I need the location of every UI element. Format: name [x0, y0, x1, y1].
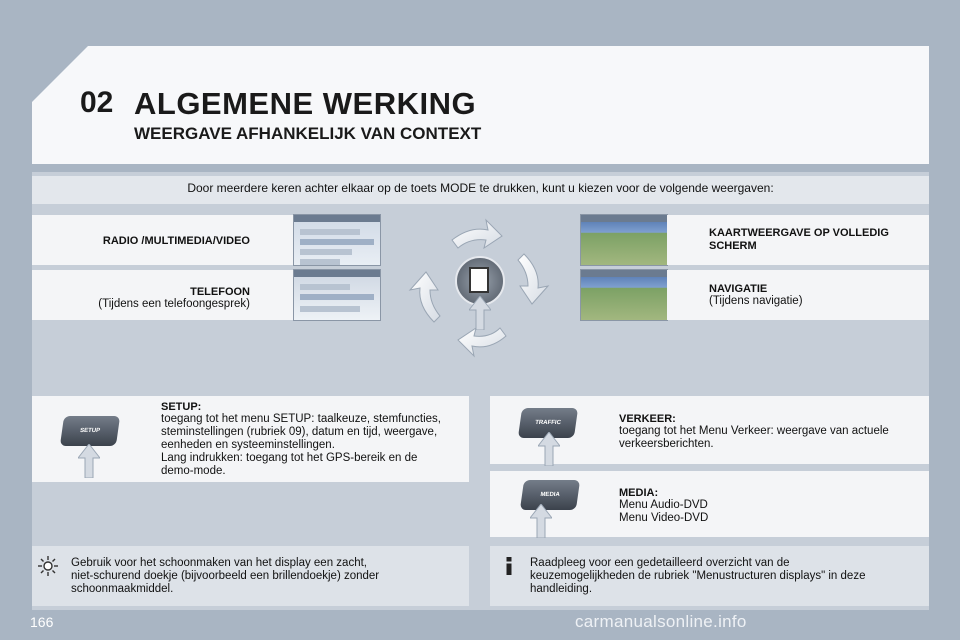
radio-screen-thumbnail: [293, 214, 381, 266]
navigatie-mode-note: (Tijdens navigatie): [709, 295, 803, 307]
media-title: MEDIA:: [619, 487, 659, 499]
media-text: [619, 487, 708, 525]
navigatie-screen-thumbnail: [580, 269, 668, 321]
intro-text: Door meerdere keren achter elkaar op de toets MODE te drukken, kunt u kiezen voor de volgende weergaven:: [32, 176, 929, 204]
media-key-icon: MEDIA: [520, 480, 580, 510]
setup-line: demo-mode.: [161, 465, 226, 477]
up-arrow-icon: [78, 444, 100, 478]
media-line: Menu Video-DVD: [619, 512, 709, 524]
mode-document-icon: [469, 267, 489, 293]
verkeer-line: toegang tot het Menu Verkeer: weergave van actuele: [619, 425, 889, 437]
kaart-mode-title-line2: SCHERM: [709, 240, 757, 252]
watermark: carmanualsonline.info: [575, 612, 747, 631]
cleaning-tip-line: schoonmaakmiddel.: [71, 583, 174, 595]
info-icon: [499, 556, 519, 576]
verkeer-title: VERKEER:: [619, 413, 676, 425]
chapter-number: 02: [80, 86, 114, 119]
cleaning-tip-line: niet-schurend doekje (bijvoorbeeld een brillendoekje) zonder: [71, 570, 380, 582]
up-arrow-icon: [530, 504, 552, 538]
sun-icon: [38, 556, 58, 576]
radio-mode-title: RADIO /MULTIMEDIA/VIDEO: [102, 235, 250, 247]
info-tip-text: [530, 557, 865, 596]
setup-line: toegang tot het menu SETUP: taalkeuze, stemfuncties,: [161, 413, 441, 425]
telefoon-screen-thumbnail: [293, 269, 381, 321]
traffic-key-icon: TRAFFIC: [518, 408, 578, 438]
navigatie-mode-box: [667, 270, 929, 320]
media-line: Menu Audio-DVD: [619, 499, 708, 511]
verkeer-text: [619, 413, 889, 451]
info-tip-line: keuzemogelijkheden de rubriek "Menustructuren displays" in deze: [530, 570, 866, 582]
page-title: ALGEMENE WERKING: [134, 86, 477, 121]
telefoon-mode-box: [32, 270, 294, 320]
setup-text: [161, 401, 441, 478]
telefoon-mode-note: (Tijdens een telefoongesprek): [98, 298, 250, 310]
up-arrow-icon: [538, 432, 560, 466]
setup-line: Lang indrukken: toegang tot het GPS-bereik en de: [161, 452, 418, 464]
setup-key-icon: SETUP: [60, 416, 120, 446]
info-tip-line: Raadpleeg voor een gedetailleerd overzicht van de: [530, 557, 790, 569]
setup-title: SETUP:: [161, 401, 202, 413]
cleaning-tip-line: Gebruik voor het schoonmaken van het display een zacht,: [71, 557, 367, 569]
page-number: 166: [30, 614, 54, 630]
kaart-screen-thumbnail: [580, 214, 668, 266]
up-arrow-icon: [469, 296, 491, 330]
kaart-mode-title-line1: KAARTWEERGAVE OP VOLLEDIG: [709, 227, 889, 239]
telefoon-mode-title: TELEFOON: [190, 286, 250, 298]
setup-line: steminstellingen (rubriek 09), datum en tijd, weergave,: [161, 426, 438, 438]
setup-line: eenheden en systeeminstellingen.: [161, 439, 335, 451]
verkeer-line: verkeersberichten.: [619, 438, 714, 450]
cleaning-tip-text: [71, 557, 379, 596]
kaart-mode-box: [667, 215, 929, 265]
navigatie-mode-title: NAVIGATIE: [709, 283, 768, 295]
info-tip-line: handleiding.: [530, 583, 593, 595]
page-subtitle: WEERGAVE AFHANKELIJK VAN CONTEXT: [134, 124, 482, 143]
radio-mode-box: [32, 215, 294, 265]
